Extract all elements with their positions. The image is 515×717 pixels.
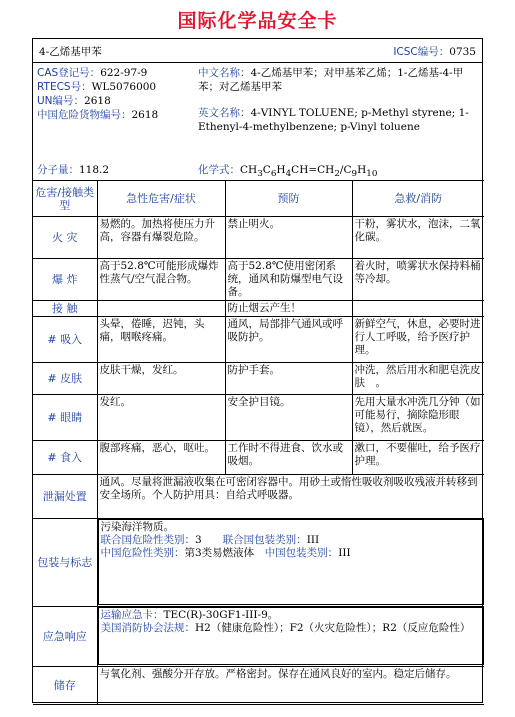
col-header-hazard: 急性危害/症状 bbox=[97, 181, 225, 217]
table-row bbox=[33, 301, 484, 317]
row-prevent: 安全护目镜。 bbox=[225, 395, 352, 441]
row-hazard: 高于52.8℃可能形成爆炸性蒸气/空气混合物。 bbox=[97, 259, 225, 301]
cn-class-label: 中国危险性类别： bbox=[100, 547, 185, 559]
nfpa-label: 美国消防协会法规： bbox=[100, 622, 195, 634]
table-row bbox=[33, 217, 484, 259]
un-class-label: 联合国危险性类别： bbox=[100, 534, 195, 546]
rtecs-value: WL5076000 bbox=[91, 81, 157, 93]
row-cat-contact: 接 触 bbox=[33, 301, 97, 317]
en-name-value: 4-VINYL TOLUENE; p-Methyl styrene; 1-Ethenyl-4-methylbenzene; p-Vinyl toluene bbox=[198, 107, 469, 133]
row-prevent: 防护手套。 bbox=[225, 363, 352, 395]
row-cat-inhalation: # 吸入 bbox=[33, 317, 97, 363]
row-hazard: 易燃的。加热将使压力升高，容器有爆裂危险。 bbox=[97, 217, 225, 259]
storage-label: 储存 bbox=[33, 667, 97, 705]
row-aid: 干粉，雾状水，泡沫，二氧化碳。 bbox=[352, 217, 484, 259]
row-aid: 新鲜空气，休息，必要时进行人工呼吸，给予医疗护理。 bbox=[352, 317, 484, 363]
cn-danger-value: 2618 bbox=[131, 109, 159, 121]
un-class-value: 3 bbox=[195, 534, 202, 546]
card-header-row bbox=[33, 39, 482, 63]
row-hazard bbox=[97, 301, 225, 317]
row-prevent: 工作时不得进食、饮水或吸烟。 bbox=[225, 441, 352, 475]
emergency-box bbox=[98, 607, 485, 665]
icsc-label: ICSC编号： bbox=[393, 46, 450, 58]
chemical-name: 4-乙烯基甲苯 bbox=[39, 46, 102, 58]
un-label: UN编号： bbox=[37, 95, 85, 107]
cn-name-label: 中文名称： bbox=[198, 67, 251, 79]
row-cat-ingestion: # 食入 bbox=[33, 441, 97, 475]
storage-row bbox=[33, 667, 484, 705]
un-value: 2618 bbox=[84, 95, 111, 107]
packaging-row bbox=[33, 519, 484, 607]
row-hazard: 发红。 bbox=[97, 395, 225, 441]
safety-card bbox=[32, 38, 483, 703]
row-hazard: 腹部疼痛，恶心，呕吐。 bbox=[97, 441, 225, 475]
ident-left bbox=[37, 66, 197, 122]
row-hazard: 皮肤干燥，发红。 bbox=[97, 363, 225, 395]
un-pack-label: 联合国包装类别： bbox=[222, 534, 307, 546]
un-pack-value: III bbox=[306, 534, 320, 546]
row-hazard: 头晕，倦睡，迟钝，头痛，咽喉疼痛。 bbox=[97, 317, 225, 363]
table-row bbox=[33, 317, 484, 363]
row-aid: 冲洗，然后用水和肥皂洗皮肤 。 bbox=[352, 363, 484, 395]
en-name-label: 英文名称： bbox=[198, 107, 251, 119]
row-prevent: 高于52.8℃使用密闭系统，通风和防爆型电气设备。 bbox=[225, 259, 352, 301]
row-aid: 漱口，不要催吐，给予医疗护理。 bbox=[352, 441, 484, 475]
table-header-row bbox=[33, 181, 484, 217]
table-row bbox=[33, 395, 484, 441]
ident-right bbox=[198, 66, 480, 134]
cas-value: 622-97-9 bbox=[100, 67, 148, 79]
col-header-prevent: 预防 bbox=[225, 181, 352, 217]
cn-class-value: 第3类易燃液体 bbox=[184, 547, 255, 559]
table-row bbox=[33, 259, 484, 301]
leak-label: 泄漏处置 bbox=[33, 475, 97, 519]
row-cat-skin: # 皮肤 bbox=[33, 363, 97, 395]
molecular-weight bbox=[37, 163, 109, 177]
packaging-box bbox=[98, 519, 485, 605]
transport-card-value: TEC(R)-30GF1-III-9。 bbox=[163, 609, 279, 621]
row-cat-explosion: 爆 炸 bbox=[33, 259, 97, 301]
leak-row bbox=[33, 475, 484, 519]
leak-text: 通风。尽量将泄漏液收集在可密闭容器中。用砂土或惰性吸收剂吸收残液并转移到安全场所。个人防护用具：自给式呼吸器。 bbox=[97, 475, 484, 519]
row-aid bbox=[352, 301, 484, 317]
emergency-label: 应急响应 bbox=[33, 607, 97, 667]
emergency-row bbox=[33, 607, 484, 667]
row-cat-eyes: # 眼睛 bbox=[33, 395, 97, 441]
packaging-line1: 污染海洋物质。 bbox=[100, 521, 174, 533]
mw-label: 分子量： bbox=[37, 164, 79, 176]
packaging-label: 包装与标志 bbox=[33, 519, 97, 607]
formula-label: 化学式： bbox=[198, 164, 240, 176]
row-aid: 先用大量水冲洗几分钟（如可能易行，摘除隐形眼镜），然后就医。 bbox=[352, 395, 484, 441]
storage-text: 与氧化剂、强酸分开存放。严格密封。保存在通风良好的室内。稳定后储存。 bbox=[97, 667, 484, 705]
mw-value: 118.2 bbox=[79, 164, 110, 176]
row-prevent: 通风，局部排气通风或呼吸防护。 bbox=[225, 317, 352, 363]
chemical-formula bbox=[198, 163, 377, 181]
transport-card-label: 运输应急卡： bbox=[100, 609, 164, 621]
nfpa-value: H2（健康危险性）；F2（火灾危险性）；R2（反应危险性） bbox=[195, 622, 471, 634]
hazard-table bbox=[33, 180, 484, 705]
cn-danger-label: 中国危险货物编号： bbox=[37, 109, 132, 121]
row-prevent: 防止烟云产生！ bbox=[225, 301, 352, 317]
col-header-aid: 急救/消防 bbox=[352, 181, 484, 217]
table-row bbox=[33, 363, 484, 395]
icsc-value: 0735 bbox=[449, 46, 476, 58]
card-title: 国际化学品安全卡 bbox=[177, 10, 338, 32]
cn-pack-value: III bbox=[338, 547, 351, 559]
cn-name-value: 4-乙烯基甲苯；对甲基苯乙烯；1-乙烯基-4-甲苯；对乙烯基甲苯 bbox=[198, 67, 464, 93]
col-header-type: 危害/接触类型 bbox=[33, 181, 97, 217]
formula-value: $CH_3C_6H_4CH=CH_2/C_9H_{10}$ bbox=[240, 164, 378, 180]
table-row bbox=[33, 441, 484, 475]
cas-label: CAS登记号： bbox=[37, 67, 101, 79]
row-cat-fire: 火 灾 bbox=[33, 217, 97, 259]
rtecs-label: RTECS号： bbox=[37, 81, 92, 93]
cn-pack-label: 中国包装类别： bbox=[264, 547, 339, 559]
row-aid: 着火时，喷雾状水保持料桶等冷却。 bbox=[352, 259, 484, 301]
row-prevent: 禁止明火。 bbox=[225, 217, 352, 259]
